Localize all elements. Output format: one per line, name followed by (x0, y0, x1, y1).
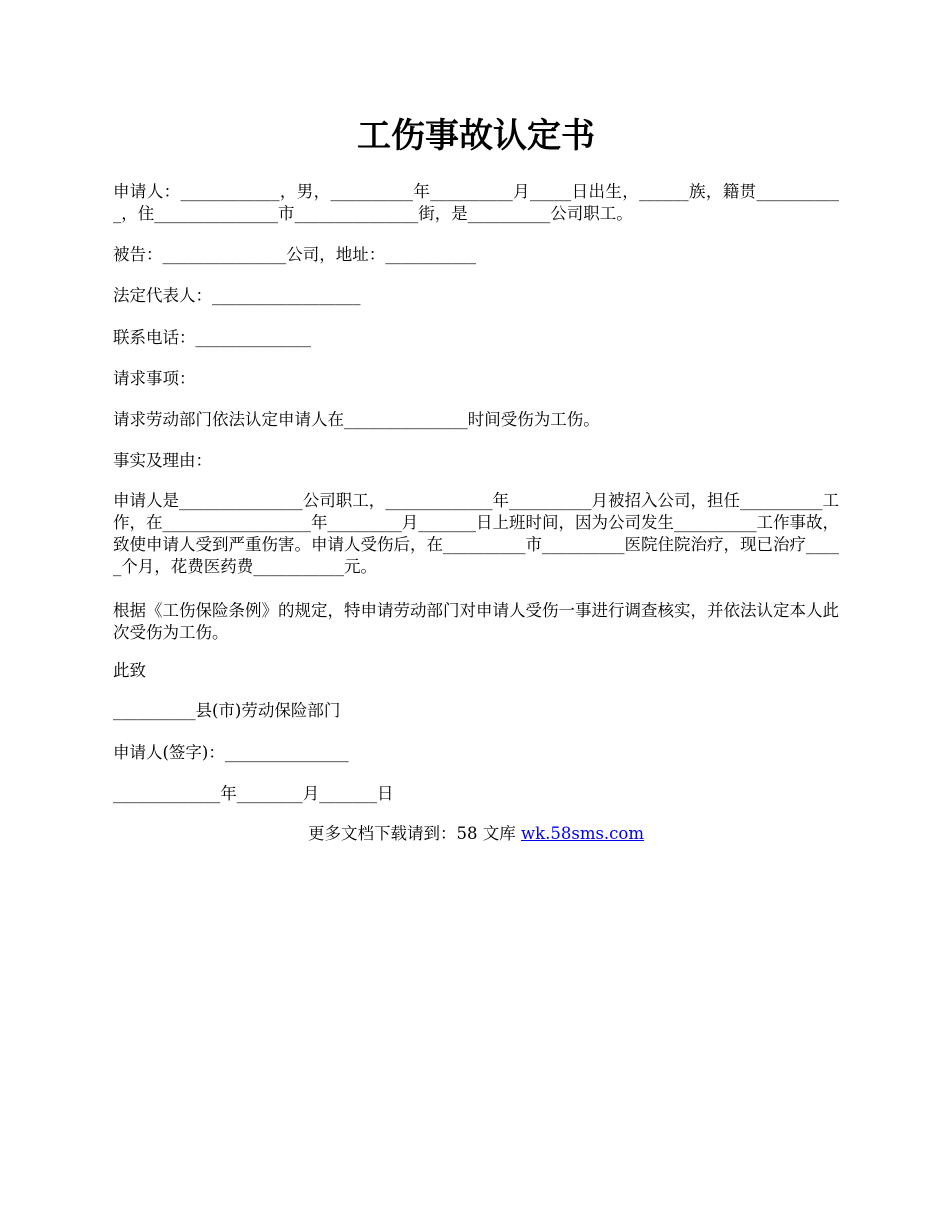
recipient-paragraph: __________县(市)劳动保险部门 (113, 701, 341, 720)
facts-paragraph: 申请人是_______________公司职工，_____________年__________月被招入公司，担任__________工作，在__________________年_________月_______日上班时间，因为公司发生__________工作事故，致使申请人受到严重伤害。申请人受伤后，在__________市__________医院住院治疗，现已治疗_____个月，花费医药费___________元。 (113, 491, 839, 576)
signature-paragraph: 申请人(签字)：_______________ (113, 743, 349, 762)
applicant-info-paragraph: 申请人：____________，男，__________年__________月_____日出生，______族，籍贯___________，住_______________市_______________街，是__________公司职工。 (113, 182, 839, 223)
contact-phone-paragraph: 联系电话：______________ (113, 328, 311, 347)
footer-link[interactable]: wk.58sms.com (520, 824, 644, 843)
claims-paragraph: 请求劳动部门依法认定申请人在_______________时间受伤为工伤。 (113, 410, 600, 429)
legal-basis-paragraph: 根据《工伤保险条例》的规定，特申请劳动部门对申请人受伤一事进行调查核实，并依法认定本人此次受伤为工伤。 (113, 601, 839, 642)
facts-heading: 事实及理由： (113, 451, 212, 470)
document-title: 工伤事故认定书 (357, 116, 595, 156)
claims-heading: 请求事项： (113, 369, 196, 388)
download-footer (113, 823, 839, 845)
defendant-paragraph: 被告：_______________公司，地址：___________ (113, 245, 476, 264)
date-paragraph: _____________年________月_______日 (113, 784, 394, 803)
legal-representative-paragraph: 法定代表人：__________________ (113, 286, 361, 305)
footer-text: 更多文档下载请到：58 文库 (307, 824, 521, 843)
salutation-paragraph: 此致 (113, 661, 146, 680)
